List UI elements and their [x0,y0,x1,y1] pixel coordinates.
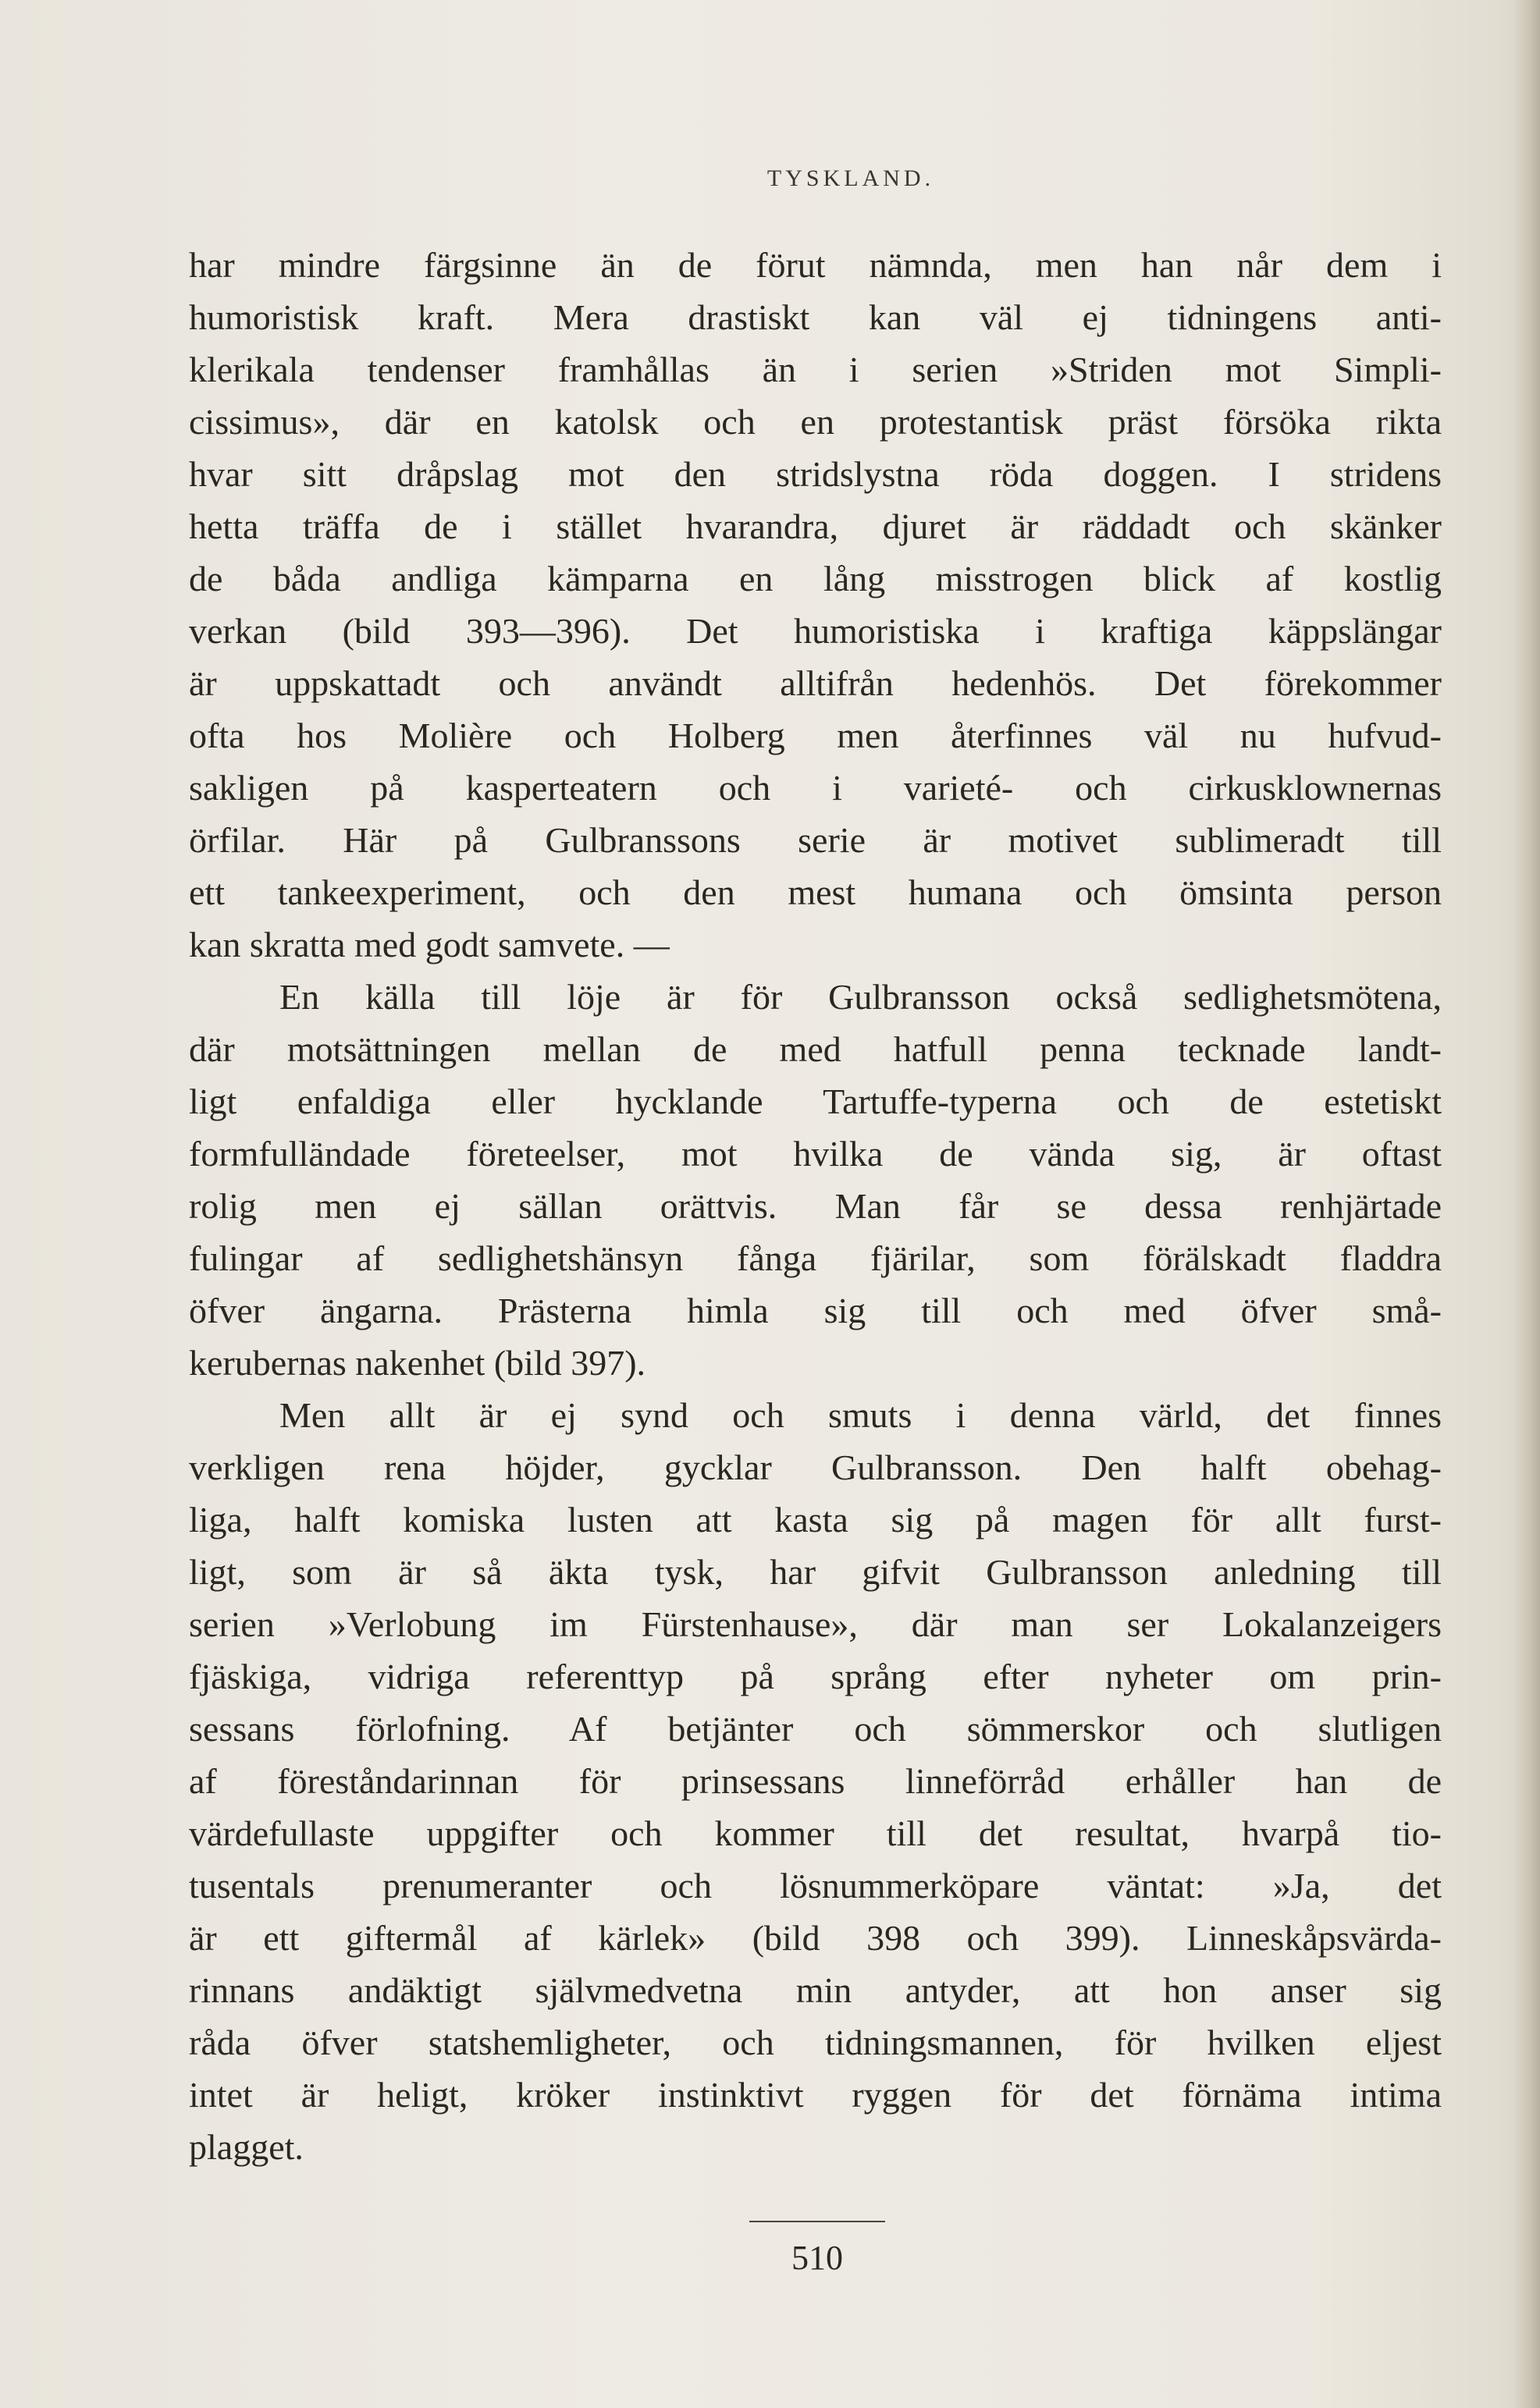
text-line: rinnans andäktigt självmedvetna min antyder, att hon anser sig [189,1970,1442,2010]
text-line: värdefullaste uppgifter och kommer till det resultat, hvarpå tio- [189,1813,1442,1853]
text-line: serien »Verlobung im Fürstenhause», där man ser Lokalanzeigers [189,1604,1442,1644]
text-line: formfulländade företeelser, mot hvilka de vända sig, är oftast [189,1134,1442,1174]
text-line: af föreståndarinnan för prinsessans linneförråd erhåller han de [189,1761,1442,1801]
running-head: TYSKLAND. [766,165,935,191]
text-line: har mindre färgsinne än de förut nämnda, men han når dem i [189,245,1442,285]
text-line: intet är heligt, kröker instinktivt ryggen för det förnäma intima [189,2075,1442,2115]
text-line: kerubernas nakenhet (bild 397). [189,1343,646,1383]
text-line: ligt enfaldiga eller hycklande Tartuffe-typerna och de estetiskt [189,1081,1442,1121]
paragraph-first-line: Men allt är ej synd och smuts i denna värld, det finnes [279,1395,1442,1435]
text-line: hetta träffa de i stället hvarandra, djuret är räddadt och skänker [189,506,1442,546]
text-line: tusentals prenumeranter och lösnummerköpare väntat: »Ja, det [189,1866,1442,1905]
text-line: ofta hos Molière och Holberg men återfinnes väl nu hufvud- [189,716,1442,755]
text-line: där motsättningen mellan de med hatfull penna tecknade landt- [189,1029,1442,1069]
page-number: 510 [791,2239,843,2277]
text-line: rolig men ej sällan orättvis. Man får se dessa renhjärtade [189,1186,1442,1226]
text-line: klerikala tendenser framhållas än i serien »Striden mot Simpli- [189,350,1442,389]
text-line: hvar sitt dråpslag mot den stridslystna röda doggen. I stridens [189,454,1442,494]
text-line: de båda andliga kämparna en lång misstrogen blick af kostlig [189,559,1442,598]
text-line: ett tankeexperiment, och den mest humana och ömsinta person [189,872,1442,912]
text-line: sakligen på kasperteatern och i varieté- och cirkusklownernas [189,768,1442,808]
text-line: örfilar. Här på Gulbranssons serie är motivet sublimeradt till [189,820,1442,860]
text-line: sessans förlofning. Af betjänter och sömmerskor och slutligen [189,1709,1442,1749]
text-line: kan skratta med godt samvete. — [189,925,670,964]
text-line: verkligen rena höjder, gycklar Gulbransson. Den halft obehag- [189,1447,1442,1487]
text-line: cissimus», där en katolsk och en protestantisk präst försöka rikta [189,402,1442,442]
text-line: är ett giftermål af kärlek» (bild 398 och 399). Linneskåpsvärda- [189,1918,1442,1958]
text-line: råda öfver statshemligheter, och tidningsmannen, för hvilken eljest [189,2023,1442,2062]
text-line: fulingar af sedlighetshänsyn fånga fjärilar, som förälskadt fladdra [189,1238,1442,1278]
paragraph-first-line: En källa till löje är för Gulbransson också sedlighetsmötena, [279,977,1442,1017]
text-line: öfver ängarna. Prästerna himla sig till och med öfver små- [189,1291,1442,1330]
text-line: liga, halft komiska lusten att kasta sig på magen för allt furst- [189,1500,1442,1540]
text-line: är uppskattadt och användt alltifrån hedenhös. Det förekommer [189,663,1442,703]
text-line: fjäskiga, vidriga referenttyp på språng efter nyheter om prin- [189,1657,1442,1696]
text-line: plagget. [189,2127,304,2167]
text-line: humoristisk kraft. Mera drastiskt kan väl ej tidningens anti- [189,297,1442,337]
page-edge-shadow [1513,0,1540,2408]
text-line: verkan (bild 393—396). Det humoristiska i kraftiga käppslängar [189,611,1442,651]
footer-rule [749,2221,885,2222]
text-line: ligt, som är så äkta tysk, har gifvit Gulbransson anledning till [189,1552,1442,1592]
